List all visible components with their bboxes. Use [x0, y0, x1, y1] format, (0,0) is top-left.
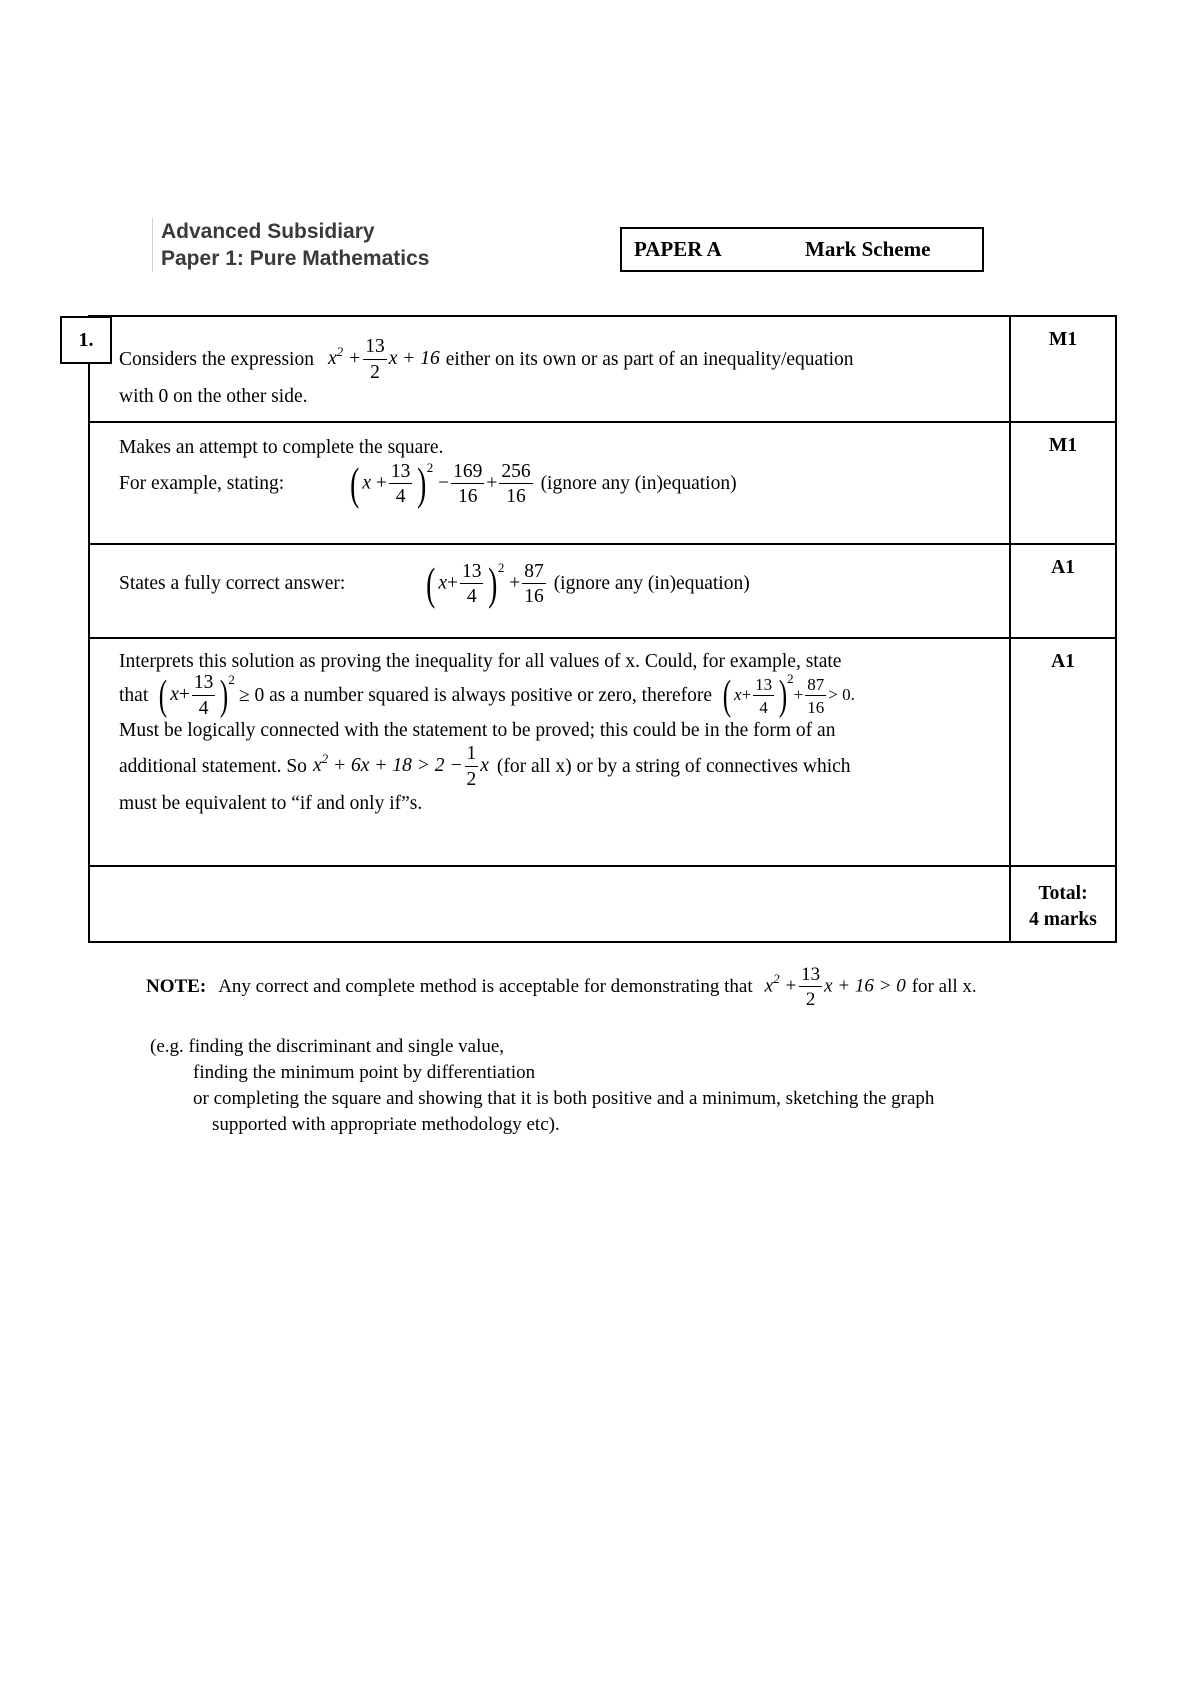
paper-label: PAPER A	[634, 237, 722, 261]
row2-text-c: (ignore any (in)equation)	[540, 473, 737, 494]
row2-expression: ( x + $\frac{13}{4}$ )$^2$ − $\frac{169}{16}$ + $\frac{256}{16}$	[350, 458, 531, 509]
header-title-line2: Paper 1: Pure Mathematics	[161, 247, 430, 270]
table-row	[89, 638, 1116, 866]
table-row	[89, 316, 1116, 422]
total-row-body	[89, 866, 1010, 942]
total-marks: 4 marks	[1029, 909, 1097, 930]
row2-text-a: Makes an attempt to complete the square.	[119, 437, 444, 458]
header-title	[152, 218, 429, 272]
row4-body	[89, 638, 1010, 866]
note-label: NOTE:	[146, 976, 207, 997]
note-line1: (e.g. finding the discriminant and single value,	[150, 1036, 505, 1057]
note-line4: supported with appropriate methodology etc).	[212, 1114, 560, 1135]
note-expression: $x^2$ + $\frac{13}{2}$ x + 16 > 0	[764, 964, 906, 1010]
row3-text-a: States a fully correct answer:	[119, 573, 346, 594]
note-examples	[150, 1034, 934, 1138]
note-line2: finding the minimum point by differentiation	[193, 1062, 536, 1083]
table-row	[89, 422, 1116, 544]
row4-text-b: that	[119, 684, 149, 706]
row4-expression-3: $x^2 + 6x + 18 > 2$ − $\frac{1}{2}$ x	[312, 743, 489, 790]
row4-text-c: ≥ 0 as a number squared is always positive or zero, therefore	[238, 684, 713, 706]
total-label: Total:	[1038, 883, 1088, 904]
note-text-a: Any correct and complete method is acceptable for demonstrating that	[218, 976, 753, 997]
row4-text-f: (for all x) or by a string of connectives which	[496, 755, 851, 777]
row1-text-a: Considers the expression	[119, 348, 314, 370]
scheme-label: Mark Scheme	[805, 237, 931, 261]
row4-text-a: Interprets this solution as proving the inequality for all values of x. Could, for example, state	[119, 651, 842, 672]
total-cell	[1010, 866, 1116, 942]
note-text-b: for all x.	[911, 976, 977, 997]
row4-expression-2: ( x+ $\frac{13}{4}$ )$^2$+ $\frac{87}{16}$ > 0.	[722, 671, 855, 719]
header-title-line1: Advanced Subsidiary	[161, 220, 375, 243]
question-number: 1.	[60, 316, 112, 364]
row1-text-c: with 0 on the other side.	[119, 386, 308, 407]
row3-text-b: (ignore any (in)equation)	[553, 573, 750, 594]
row4-mark: A1	[1010, 638, 1116, 866]
row3-body	[89, 544, 1010, 638]
row4-text-g: must be equivalent to “if and only if”s.	[119, 793, 423, 814]
row4-text-e: additional statement. So	[119, 755, 307, 777]
row4-text-d: Must be logically connected with the statement to be proved; this could be in the form of an	[119, 720, 836, 741]
row2-mark: M1	[1010, 422, 1116, 544]
table-row	[89, 544, 1116, 638]
row1-body	[89, 316, 1010, 422]
mark-scheme-table	[88, 315, 1117, 943]
row3-mark: A1	[1010, 544, 1116, 638]
note-line3: or completing the square and showing that it is both positive and a minimum, sketching the graph	[193, 1088, 935, 1109]
row1-mark: M1	[1010, 316, 1116, 422]
row1-text-b: either on its own or as part of an inequality/equation	[445, 348, 854, 370]
table-row	[89, 866, 1116, 942]
paper-label-box	[620, 227, 984, 272]
row4-expression-1: ( x+ $\frac{13}{4}$ )$^2$	[159, 671, 235, 719]
row2-text-b: For example, stating:	[119, 473, 285, 494]
row3-expression: ( x+ $\frac{13}{4}$ )$^2$ + $\frac{87}{16}$	[426, 558, 544, 609]
row2-body	[89, 422, 1010, 544]
note	[146, 965, 977, 1009]
row1-expression: $x^2$ + $\frac{13}{2}$ x + 16	[327, 336, 440, 383]
